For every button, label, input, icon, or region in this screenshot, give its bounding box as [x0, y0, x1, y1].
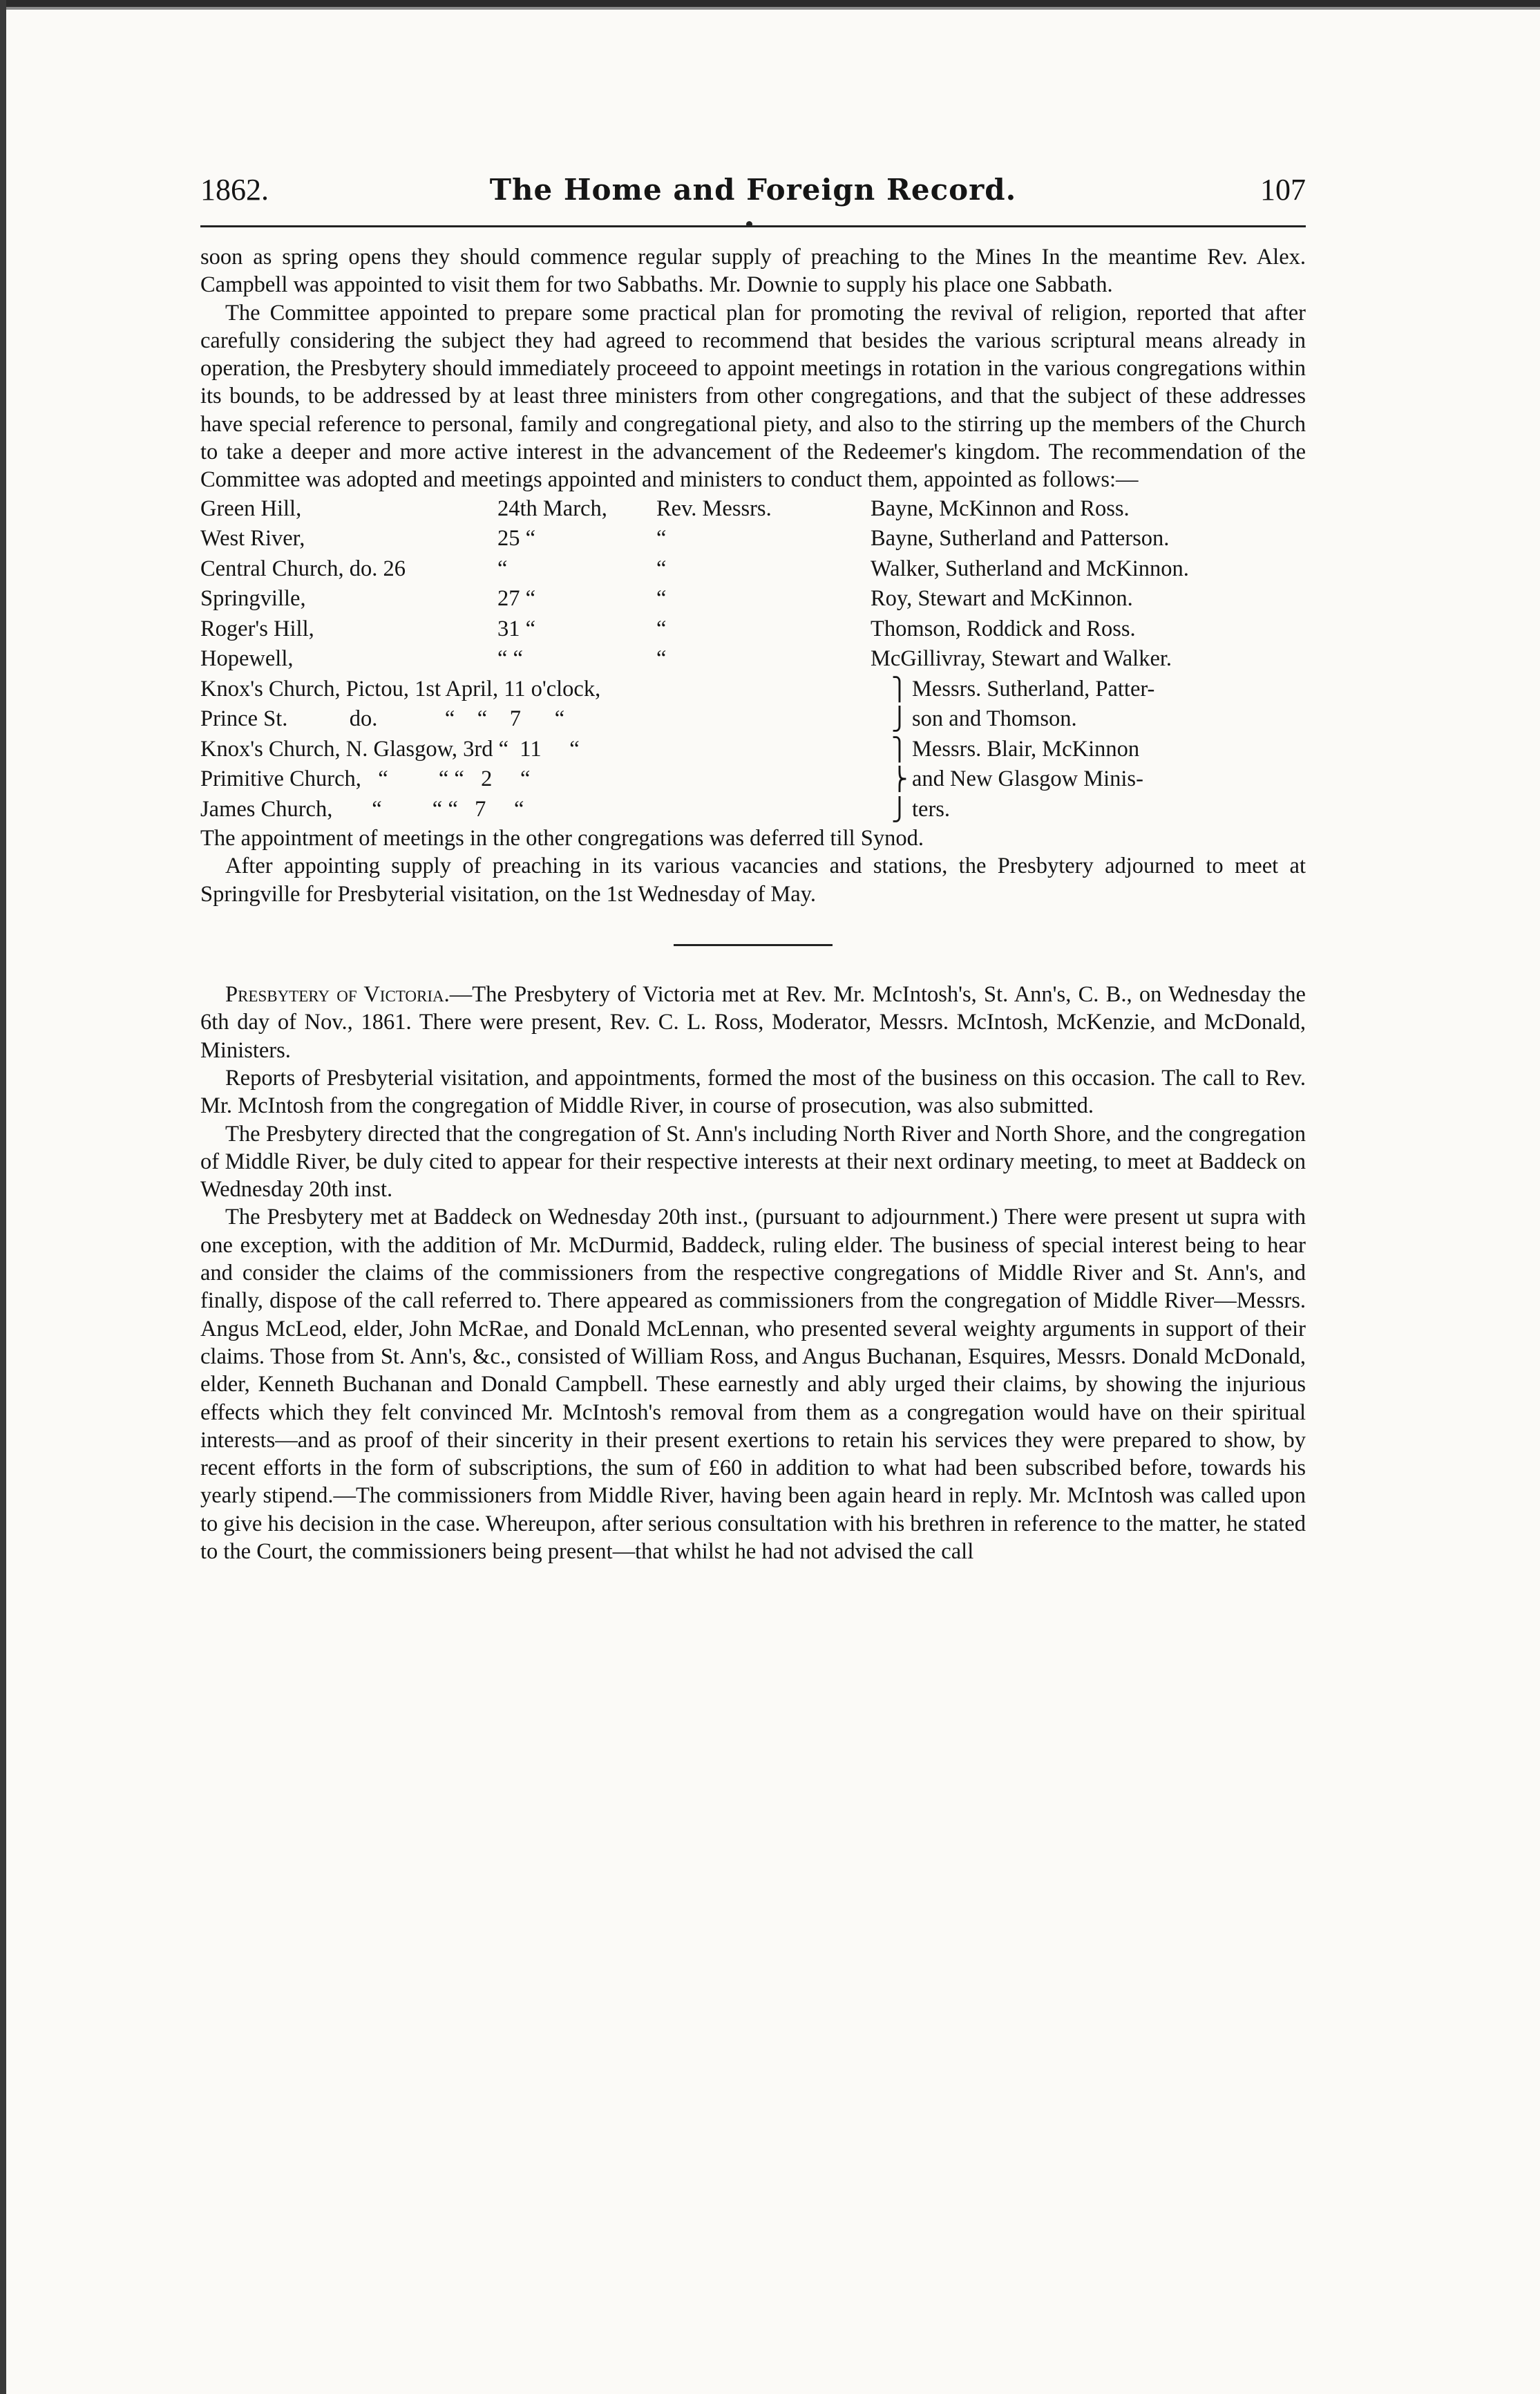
- appointment-ministers: Thomson, Roddick and Ross.: [871, 616, 1136, 641]
- appointment-place: West River,: [200, 526, 305, 552]
- rule-dot: [746, 221, 752, 227]
- appointment-date: 27 “: [497, 586, 536, 612]
- appointment-place: Springville,: [200, 586, 306, 612]
- brace-mark: ⎭: [891, 706, 908, 732]
- table-row: [200, 764, 1306, 795]
- table-row: [200, 524, 1306, 554]
- appointment-place: Hopewell,: [200, 646, 294, 672]
- appointment-ministers: Bayne, Sutherland and Patterson.: [871, 526, 1170, 552]
- appointment-ministers: Walker, Sutherland and McKinnon.: [871, 556, 1189, 581]
- section-separator: [674, 944, 833, 946]
- appointment-date: 24th March,: [497, 496, 607, 521]
- table-row: [200, 795, 1306, 825]
- appointments-table: [200, 494, 1306, 825]
- paragraph: After appointing supply of preaching in its various vacancies and stations, the Presbytery adjourned to meet at Springville for Presbyterial visitation, on the 1st Wednesday of May.: [200, 854, 1306, 907]
- appointment-rev: “: [656, 616, 667, 641]
- appointment-ministers: Bayne, McKinnon and Ross.: [871, 496, 1130, 521]
- appointment-rev: “: [656, 556, 667, 581]
- appointment-place: Prince St. do. “ “ 7 “: [200, 706, 565, 732]
- appointment-ministers: Messrs. Blair, McKinnon: [912, 736, 1140, 762]
- paragraph: The appointment of meetings in the other congregations was deferred till Synod.: [200, 826, 924, 851]
- scan-edge-top: [0, 0, 1540, 7]
- brace-mark: ⎫: [891, 676, 908, 701]
- table-row: [200, 614, 1306, 645]
- appointment-ministers: ters.: [912, 796, 951, 822]
- brace-mark: ⎫: [891, 736, 908, 762]
- paragraph: soon as spring opens they should commence regular supply of preaching to the Mines In the meantime Rev. Alex. Campbell was appointed to visit them for two Sabbaths. Mr. Downie to supply his place one Sabbath.: [200, 245, 1306, 298]
- appointment-place: Knox's Church, Pictou, 1st April, 11 o'clock,: [200, 676, 601, 701]
- page-number: 107: [1260, 173, 1306, 207]
- brace-mark: ⎭: [891, 796, 908, 822]
- brace-mark: ⎬: [891, 766, 908, 792]
- appointment-place: Green Hill,: [200, 496, 302, 521]
- appointment-rev: “: [656, 646, 667, 672]
- appointment-place: Central Church, do. 26: [200, 556, 406, 581]
- appointment-date: “ “: [497, 646, 523, 672]
- appointment-place: Primitive Church, “ “ “ 2 “: [200, 766, 531, 792]
- table-row: [200, 584, 1306, 614]
- table-row: [200, 644, 1306, 675]
- appointment-rev: “: [656, 526, 667, 552]
- page-header: [200, 173, 1306, 215]
- appointment-rev: “: [656, 586, 667, 612]
- paragraph: The Committee appointed to prepare some practical plan for promoting the revival of religion, reported that after carefully considering the subject they had agreed to recommend that besides the various scriptural means already in operation, the Presbytery should immediately proceeed to appoint meetings in rotation in the various congregations within its bounds, to be addressed by at least three ministers from other congregations, and that the subject of these addresses have special reference to personal, family and congregational piety, and also to the stirring up the members of the Church to take a deeper and more active interest in the advancement of the Redeemer's kingdom. The recommendation of the Committee was adopted and meetings appointed and ministers to conduct them, appointed as follows:—: [200, 300, 1306, 493]
- table-row: [200, 675, 1306, 705]
- paragraph: Reports of Presbyterial visitation, and appointments, formed the most of the business on this occasion. The call to Rev. Mr. McIntosh from the congregation of Middle River, in course of prosecution, was also submitted.: [200, 1065, 1306, 1119]
- appointment-date: 25 “: [497, 526, 536, 552]
- appointment-ministers: Roy, Stewart and McKinnon.: [871, 586, 1133, 612]
- scan-edge-top-shadow: [0, 7, 1540, 10]
- appointment-date: 31 “: [497, 616, 536, 641]
- header-year: 1862.: [200, 173, 269, 207]
- appointment-ministers: and New Glasgow Minis-: [912, 766, 1143, 792]
- paragraph: The Presbytery directed that the congregation of St. Ann's including North River and North Shore, and the congregation of Middle River, be duly cited to appear for their respective interests at their next ordinary meeting, to meet at Baddeck on Wednesday 20th inst.: [200, 1121, 1306, 1203]
- paragraph-text: —The Presbytery of Victoria met at Rev. Mr. McIntosh's, St. Ann's, C. B., on Wednesday the 6th day of Nov., 1861. There were present, Rev. C. L. Ross, Moderator, Messrs. McIntosh, McKenzie, and McDonald, Ministers.: [200, 982, 1306, 1063]
- header-rule: [200, 225, 1306, 227]
- table-row: [200, 494, 1306, 525]
- table-row: [200, 554, 1306, 585]
- paragraph: [200, 981, 1306, 1064]
- appointment-ministers: son and Thomson.: [912, 706, 1077, 732]
- scan-edge-left: [0, 0, 6, 2394]
- appointment-ministers: McGillivray, Stewart and Walker.: [871, 646, 1172, 672]
- header-title: The Home and Foreign Record.: [489, 173, 1017, 207]
- paragraph: The Presbytery met at Baddeck on Wednesday 20th inst., (pursuant to adjournment.) There were present ut supra with one exception, with the addition of Mr. McDurmid, Baddeck, ruling elder. The business of special interest being to hear and consider the claims of the commissioners from the respective congregations of Middle River and St. Ann's, and finally, dispose of the call referred to. There appeared as commissioners from the congregation of Middle River—Messrs. Angus McLeod, elder, John McRae, and Donald McLennan, who presented several weighty arguments in support of their claims. Those from St. Ann's, &c., consisted of William Ross, and Angus Buchanan, Esquires, Messrs. Donald McDonald, elder, Kenneth Buchanan and Donald Campbell. These earnestly and ably urged their claims, by showing the injurious effects which they felt convinced Mr. McIntosh's removal from them as a congregation would have on their spiritual interests—and as proof of their sincerity in their present exertions to retain his services they were prepared to show, by recent efforts in the form of subscriptions, the sum of £60 in addition to what had been subscribed before, towards his yearly stipend.—The commissioners from Middle River, having been again heard in reply. Mr. McIntosh was called upon to give his decision in the case. Whereupon, after serious consultation with his brethren in reference to the matter, he stated to the Court, the commissioners being present—that whilst he had not advised the call: [200, 1205, 1306, 1564]
- table-row: [200, 704, 1306, 735]
- appointment-place: James Church, “ “ “ 7 “: [200, 796, 524, 822]
- article-body: [200, 243, 1306, 1565]
- appointment-rev: Rev. Messrs.: [656, 496, 772, 521]
- table-row: [200, 735, 1306, 765]
- appointment-date: “: [497, 556, 508, 581]
- appointment-place: Roger's Hill,: [200, 616, 314, 641]
- section-heading: Presbytery of Victoria.: [225, 982, 450, 1008]
- appointment-place: Knox's Church, N. Glasgow, 3rd “ 11 “: [200, 736, 580, 762]
- appointment-ministers: Messrs. Sutherland, Patter-: [912, 676, 1155, 701]
